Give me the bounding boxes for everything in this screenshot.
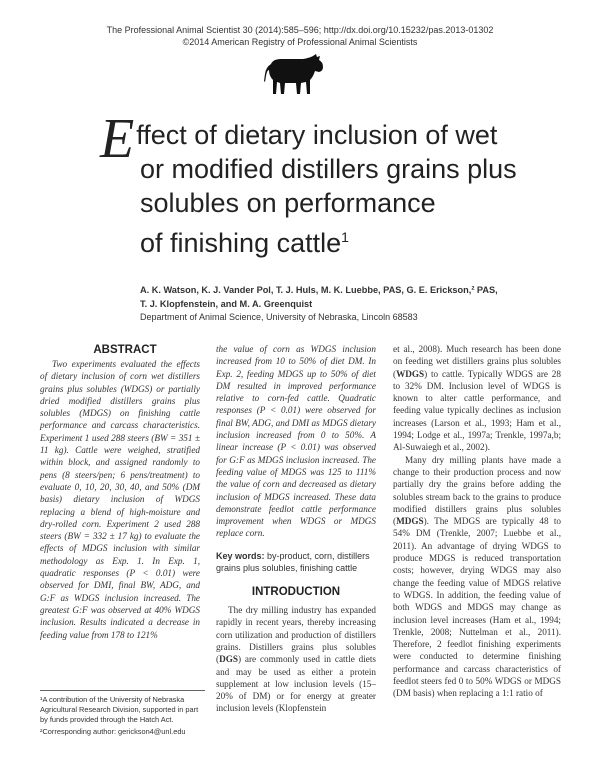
column-2 — [216, 343, 376, 715]
footnote-2: ²Corresponding author: gerickson4@unl.edu — [40, 727, 186, 736]
keywords-label: Key words: — [216, 550, 265, 561]
affiliation: Department of Animal Science, University of Nebraska, Lincoln 68583 — [140, 312, 418, 322]
column-3 — [393, 343, 561, 700]
abstract-heading: ABSTRACT — [93, 344, 157, 356]
journal-header — [40, 24, 560, 48]
introduction-paragraph-1: The dry milling industry has expanded rapidly in recent years, thereby increasing corn utilization and production of distillers grains. Distillers grains plus solubles (DGS) are commonly used in cattle diets and may be used as either a protein supplement at low inclusion levels (15–20% of DM) or for energy at greater inclusion levels (Klopfenstein — [216, 605, 376, 714]
footnotes — [40, 690, 205, 739]
footnote-1: ¹A contribution of the University of Nebraska Agricultural Research Division, supported in part by funds provided through the Hatch Act. — [40, 695, 199, 724]
title-line-4-text: of finishing cattle — [140, 228, 342, 258]
title-line-2: or modified distillers grains plus — [140, 154, 517, 184]
article-title — [100, 108, 570, 260]
authors-line-2: T. J. Klopfenstein, and M. A. Greenquist — [140, 299, 313, 309]
title-dropcap: E — [100, 108, 135, 170]
journal-citation: The Professional Animal Scientist 30 (2014):585–596; http://dx.doi.org/10.15232/pas.2013-01302 — [106, 25, 494, 35]
author-list — [140, 283, 560, 311]
abstract-column-2 — [216, 343, 376, 540]
title-footnote-mark: 1 — [341, 229, 349, 245]
abstract-text-part-1: Two experiments evaluated the effects of dietary inclusion of corn wet distillers grains plus solubles (WDGS) or partially dried modified distillers grains plus solubles (MDGS) on finishing cattle performance and carcass characteristics. Experiment 1 used 288 steers (BW = 351 ± 11 kg). Cattle were weighed, stratified within block, and assigned randomly to pens (8 steers/pen; 6 pens/treatment) to evaluate 0, 10, 20, 30, 40, and 50% (DM basis) dietary inclusion of WDGS replacing a blend of high-moisture and dry-rolled corn. Experiment 2 used 288 steers (BW = 332 ± 17 kg) to evaluate the effects of MDGS inclusion with similar methodology as Exp. 1. In Exp. 1, quadratic responses (P < 0.01) were observed for DMI, final BW, ADG, and G:F as WDGS inclusion increased. The greatest G:F was observed at 40% WDGS inclusion. Results indicated a decrease in feeding value from 178 to 121% — [40, 359, 200, 640]
abbr-mdgs: MDGS — [396, 516, 424, 527]
cow-logo-icon — [263, 50, 325, 100]
introduction-paragraph-1-cont: et al., 2008). Much research has been done on feeding wet distillers grains plus solubles (WDGS) to cattle. Typically WDGS are 28 to 32% DM. Inclusion level of WDGS is known to alter cattle performance, and feeding value typically declines as inclusion increases (Larson et al., 1993; Ham et al., 1994; Lodge et al., 1997a; Trenkle, 1997a,b; Al-Suwaiegh et al., 2002). — [393, 344, 561, 453]
abstract-column-1 — [40, 358, 200, 641]
title-line-1: ffect of dietary inclusion of wet — [136, 120, 498, 150]
abstract-text-part-2: the value of corn as WDGS inclusion increased from 10 to 50% of diet DM. In Exp. 2, feeding MDGS up to 50% of diet DM resulted in improved performance relative to corn-fed cattle. Quadratic responses (P < 0.01) were observed for final BW, ADG, and DMI as MDGS dietary inclusion increased from 0 to 50%. A linear increase (P < 0.01) was observed for G:F as MDGS inclusion increased. The feeding value of MDGS was 125 to 111% the value of corn and decreased as dietary inclusion of MDGS increased. These data demonstrate feedlot cattle performance improvement when WDGS or MDGS replace corn. — [216, 344, 376, 539]
title-line-3: solubles on performance — [140, 188, 436, 218]
introduction-heading: INTRODUCTION — [251, 585, 341, 598]
keywords-text: by-product, corn, distillers grains plus solubles, finishing cattle — [216, 550, 370, 573]
abbr-wdgs: WDGS — [396, 368, 425, 379]
authors-line-1: A. K. Watson, K. J. Vander Pol, T. J. Huls, M. K. Luebbe, PAS, G. E. Erickson,² PAS, — [140, 285, 498, 295]
abbr-dgs: DGS — [219, 654, 238, 665]
copyright-line: ©2014 American Registry of Professional Animal Scientists — [182, 37, 418, 47]
keywords — [216, 550, 376, 574]
introduction-paragraph-2: Many dry milling plants have made a change to their production process and now partially dry the grains before adding the solubles stream back to the grains to produce modified distillers grains plus solubles (MDGS). The MDGS are typically 48 to 54% DM (Trenkle, 2007; Luebbe et al., 2011). An advantage of drying WDGS to produce MDGS is reduced transportation costs; however, drying WDGS may also change the feeding value of MDGS relative to WDGS. In addition, the feeding value of both WDGS and MDGS may change as inclusion level increases (Ham et al., 1994; Trenkle, 2008; Nuttelman et al., 2011). Therefore, 2 feedlot finishing experiments were conducted to determine finishing performance and carcass characteristics of feedlot steers fed 0 to 50% WDGS or MDGS (DM basis) when replacing a 1:1 ratio of — [393, 454, 561, 699]
title-line-4 — [100, 220, 570, 260]
